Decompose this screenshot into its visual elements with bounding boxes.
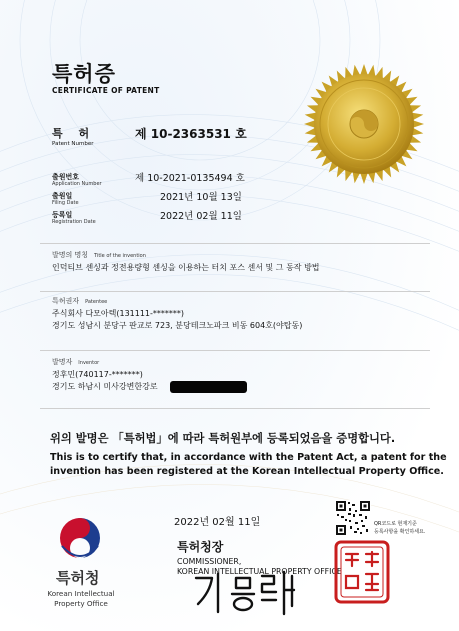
certification-statement-en-line2: invention has been registered at the Korean Intellectual Property Office. [50, 466, 444, 477]
patentee-address: 경기도 성남시 분당구 판교로 723, 분당테크노파크 비동 604호(야탑동) [52, 321, 303, 330]
filing-date-value: 2021년 10월 13일 [160, 192, 242, 203]
registration-date-label-en: Registration Date [52, 219, 96, 225]
invention-title-label: 발명의 명칭 Title of the invention [52, 251, 146, 259]
qr-note-line2: 등록사항을 확인하세요. [374, 529, 426, 535]
inventor-name: 정후민(740117-*******) [52, 370, 143, 379]
divider [40, 350, 430, 351]
issue-date: 2022년 02월 11일 [174, 517, 261, 528]
certification-statement-en-line1: This is to certify that, in accordance with the Patent Act, a patent for the [50, 452, 447, 463]
qr-code-icon[interactable] [335, 500, 371, 536]
redaction-bar [170, 381, 247, 393]
inventor-address: 경기도 하남시 미사강변한강로 [52, 382, 158, 391]
application-number-label: 출원번호 [52, 173, 80, 181]
office-name-en: Korean Intellectual Property Office [47, 589, 115, 608]
divider [40, 243, 430, 244]
invention-title-value: 인덕티브 센싱과 정전용량형 센싱을 이용하는 터치 포스 센서 및 그 동작 방법 [52, 263, 320, 272]
commissioner-title-en-line2: KOREAN INTELLECTUAL PROPERTY OFFICE [177, 567, 342, 576]
certificate-title: 특허증 [52, 62, 116, 86]
divider [40, 291, 430, 292]
patent-number-label-en: Patent Number [52, 141, 94, 147]
gold-seal-icon [302, 62, 426, 186]
commissioner-title-ko: 특허청장 [177, 540, 224, 554]
registration-date-value: 2022년 02월 11일 [160, 211, 242, 222]
office-name-ko: 특허청 [56, 569, 100, 587]
commissioner-signature [190, 570, 300, 616]
certificate-subtitle: CERTIFICATE OF PATENT [52, 86, 160, 95]
patent-number-label: 특 허 [52, 127, 96, 140]
inventor-label: 발명자 Inventor [52, 358, 100, 366]
filing-date-label: 출원일 [52, 192, 73, 200]
filing-date-label-en: Filing Date [52, 200, 79, 206]
kipo-logo-icon [56, 512, 104, 564]
patentee-label: 특허권자 Patentee [52, 297, 108, 305]
certification-statement-ko: 위의 발명은 「특허법」에 따라 특허원부에 등록되었음을 증명합니다. [50, 432, 396, 445]
official-stamp-icon [334, 540, 390, 604]
patent-number-value: 제 10-2363531 호 [135, 127, 247, 141]
registration-date-label: 등록일 [52, 211, 73, 219]
qr-note-line1: QR코드로 현재기준 [374, 521, 417, 527]
commissioner-title-en-line1: COMMISSIONER, [177, 557, 242, 566]
patentee-name: 주식회사 다모아텍(131111-*******) [52, 309, 185, 318]
application-number-label-en: Application Number [52, 181, 102, 187]
divider [40, 408, 430, 409]
application-number-value: 제 10-2021-0135494 호 [135, 173, 245, 184]
